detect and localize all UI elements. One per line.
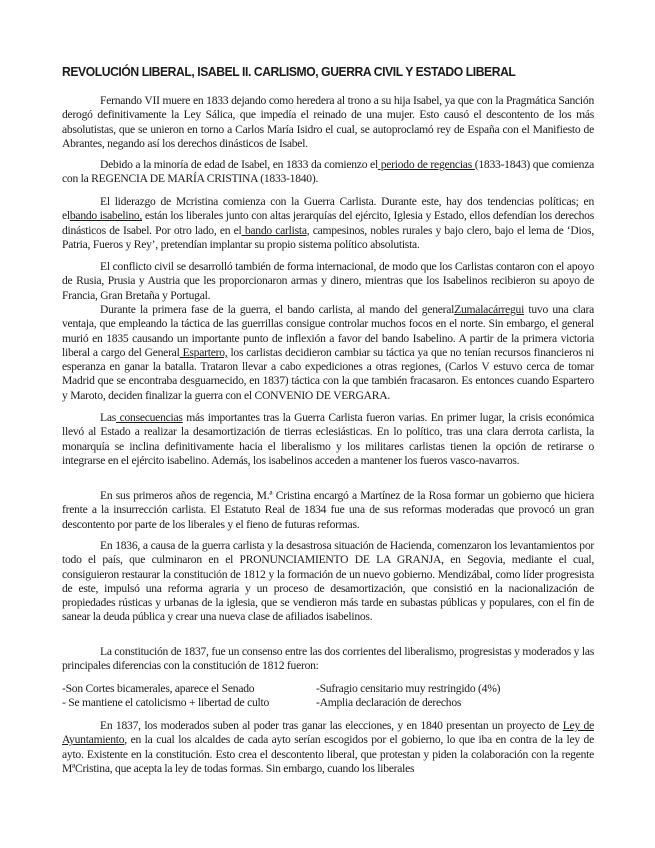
paragraph-3: [62, 195, 594, 252]
paragraph-4: El conflicto civil se desarrolló también de forma internacional, de modo que los Carlistas contaron con el apoyo de Rusia, Prusia y Austria que les proporcionaron armas y dinero, mientras que los Isabelinos recibieron su apoyo de Francia, Gran Bretaña y Portugal.: [62, 260, 594, 302]
paragraph-9: La constitución de 1837, fue un consenso entre las dos corrientes del liberalismo, progresistas y moderados y las principales diferencias con la constitución de 1812 fueron:: [62, 645, 594, 673]
paragraph-10: [62, 719, 594, 776]
list-item-right: -Amplia declaración de derechos: [316, 696, 462, 710]
paragraph-6: [62, 411, 594, 468]
paragraph-5: [62, 303, 594, 403]
paragraph-3-text-a: El liderazgo de Mcristina comienza con la Guerra Carlista. Durante este, hay dos tendencias políticas; en el: [62, 195, 594, 223]
paragraph-5-text-b: tuvo una clara ventaja, que empleando la táctica de las guerrillas consigue controlar muchos focos en el norte. Sin embargo, el general murió en 1835 causando un importante punto de inflexión a favor del bando Isabelino. A partir de la primera victoria liberal a cargo del General: [62, 303, 594, 359]
paragraph-2-text-b: (1833-1843) que comienza con la REGENCIA DE MARÍA CRISTINA (1833-1840).: [62, 158, 594, 186]
paragraph-5-text-a: Durante la primera fase de la guerra, el bando carlista, al mando del general: [100, 303, 455, 316]
link-periodo-regencias: periodo de regencias: [377, 158, 475, 171]
paragraph-1: Fernando VII muere en 1833 dejando como heredera al trono a su hija Isabel, ya que con la Pragmática Sanción derogó definitivamente la Ley Sálica, que impedía el reinado de una mujer. Esto causó el descontento de los más absolutistas, que se unieron en torno a Carlos María Isidro el cual, se autoproclamó rey de España con el Manifiesto de Abrantes, negando así los derechos dinásticos de Isabel.: [62, 94, 594, 150]
term-espartero: Espartero,: [179, 345, 228, 359]
list-item-left: -Son Cortes bicamerales, aparece el Senado: [62, 682, 255, 695]
term-bando-carlista: bando carlista,: [241, 223, 310, 237]
paragraph-6-text-a: Las: [100, 411, 116, 424]
paragraph-10-text-a: En 1837, los moderados suben al poder tras ganar las elecciones, y en 1840 presentan un proyecto de: [100, 719, 560, 732]
paragraph-7: En sus primeros años de regencia, M.ª Cristina encargó a Martínez de la Rosa formar un gobierno que hiciera frente a la insurrección carlista. El Estatuto Real de 1834 fue una de sus reformas moderadas que provocó un gran descontento por parte de los liberales y el fieno de futuras reformas.: [62, 489, 594, 531]
paragraph-6-text-b: más importantes tras la Guerra Carlista fueron varias. En primer lugar, la crisis económica llevó al Estado a realizar la desamortización de tierras eclesiásticas. En lo político, tras una clara derrota carlista, la monarquía se inclina definitivamente hacia el liberalismo y los militares carlistas tienen la opción de retirarse o integrarse en el ejército isabelino. Además, los isabelinos acceden a mantener los fueros vasco-navarros.: [62, 411, 594, 467]
paragraph-5-text-c: los carlistas decidieron cambiar su táctica ya que no tenían recursos financieros ni esperanza en ganar la batalla. Trataron llevar a cabo expediciones a otras regiones, (Carlos V estuvo cerca de tomar Madrid que se encontraba desguarnecido, en 1837) táctica con la que también fracasaron. Es entonces cuando Espartero y Maroto, deciden finalizar la guerra con el CONVENIO DE VERGARA.: [62, 345, 594, 402]
paragraph-3-text-c: campesinos, nobles rurales y bajo clero, bajo el lema de ‘Dios, Patria, Fueros y Rey’, pretendían implantar su propio sistema político absolutista.: [62, 223, 594, 251]
term-zumalacarregui: Zumalacárregui: [454, 303, 525, 316]
differences-list: [62, 682, 602, 711]
paragraph-3-text-b: están los liberales junto con altas jerarquías del ejército, Iglesia y Estado, ellos defendían los derechos dinásticos de Isabel. Por otro lado, en el: [62, 209, 594, 237]
term-ley-ayuntamiento: Ley de Ayuntamiento: [62, 719, 594, 747]
term-consecuencias: consecuencias: [116, 411, 183, 424]
term-bando-isabelino: bando isabelino,: [69, 209, 143, 223]
paragraph-2-text-a: Debido a la minoría de edad de Isabel, en 1833 da comienzo el: [100, 158, 378, 171]
list-item-left: - Se mantiene el catolicismo + libertad de culto: [62, 696, 270, 710]
paragraph-2: [62, 158, 594, 187]
paragraph-8: En 1836, a causa de la guerra carlista y la desastrosa situación de Hacienda, comenzaron los levantamientos por todo el país, que culminaron en el PRONUNCIAMIENTO DE LA GRANJA, en Segovia, mediante el cual, consiguieron restaurar la constitución de 1812 y la formación de un nuevo gobierno. Mendizábal, como líder progresista de este, impulsó una reforma agraria y un proceso de desamortización, que consistió en la nacionalización de propiedades rústicas y urbanas de la iglesia, que se vendieron más tarde en subastas públicas y populares, con el fin de sanear la deuda pública y crear una nueva clase de afiliados isabelinos.: [62, 539, 594, 624]
list-item-right: -Sufragio censitario muy restringido (4%): [316, 682, 501, 695]
list-item: [62, 696, 602, 710]
list-item: [62, 682, 602, 696]
paragraph-10-text-b: , en la cual los alcaldes de cada ayto serían escogidos por el gobierno, lo que iba en contra de la ley de ayto. Existente en la constitución. Esto crea el descontento liberal, que protestan y piden la colaboración con la regente MªCristina, que acepta la ley de todas formas. Sin embargo, cuando los liberales: [62, 733, 594, 775]
document-title: REVOLUCIÓN LIBERAL, ISABEL II. CARLISMO, GUERRA CIVIL Y ESTADO LIBERAL: [62, 64, 516, 79]
